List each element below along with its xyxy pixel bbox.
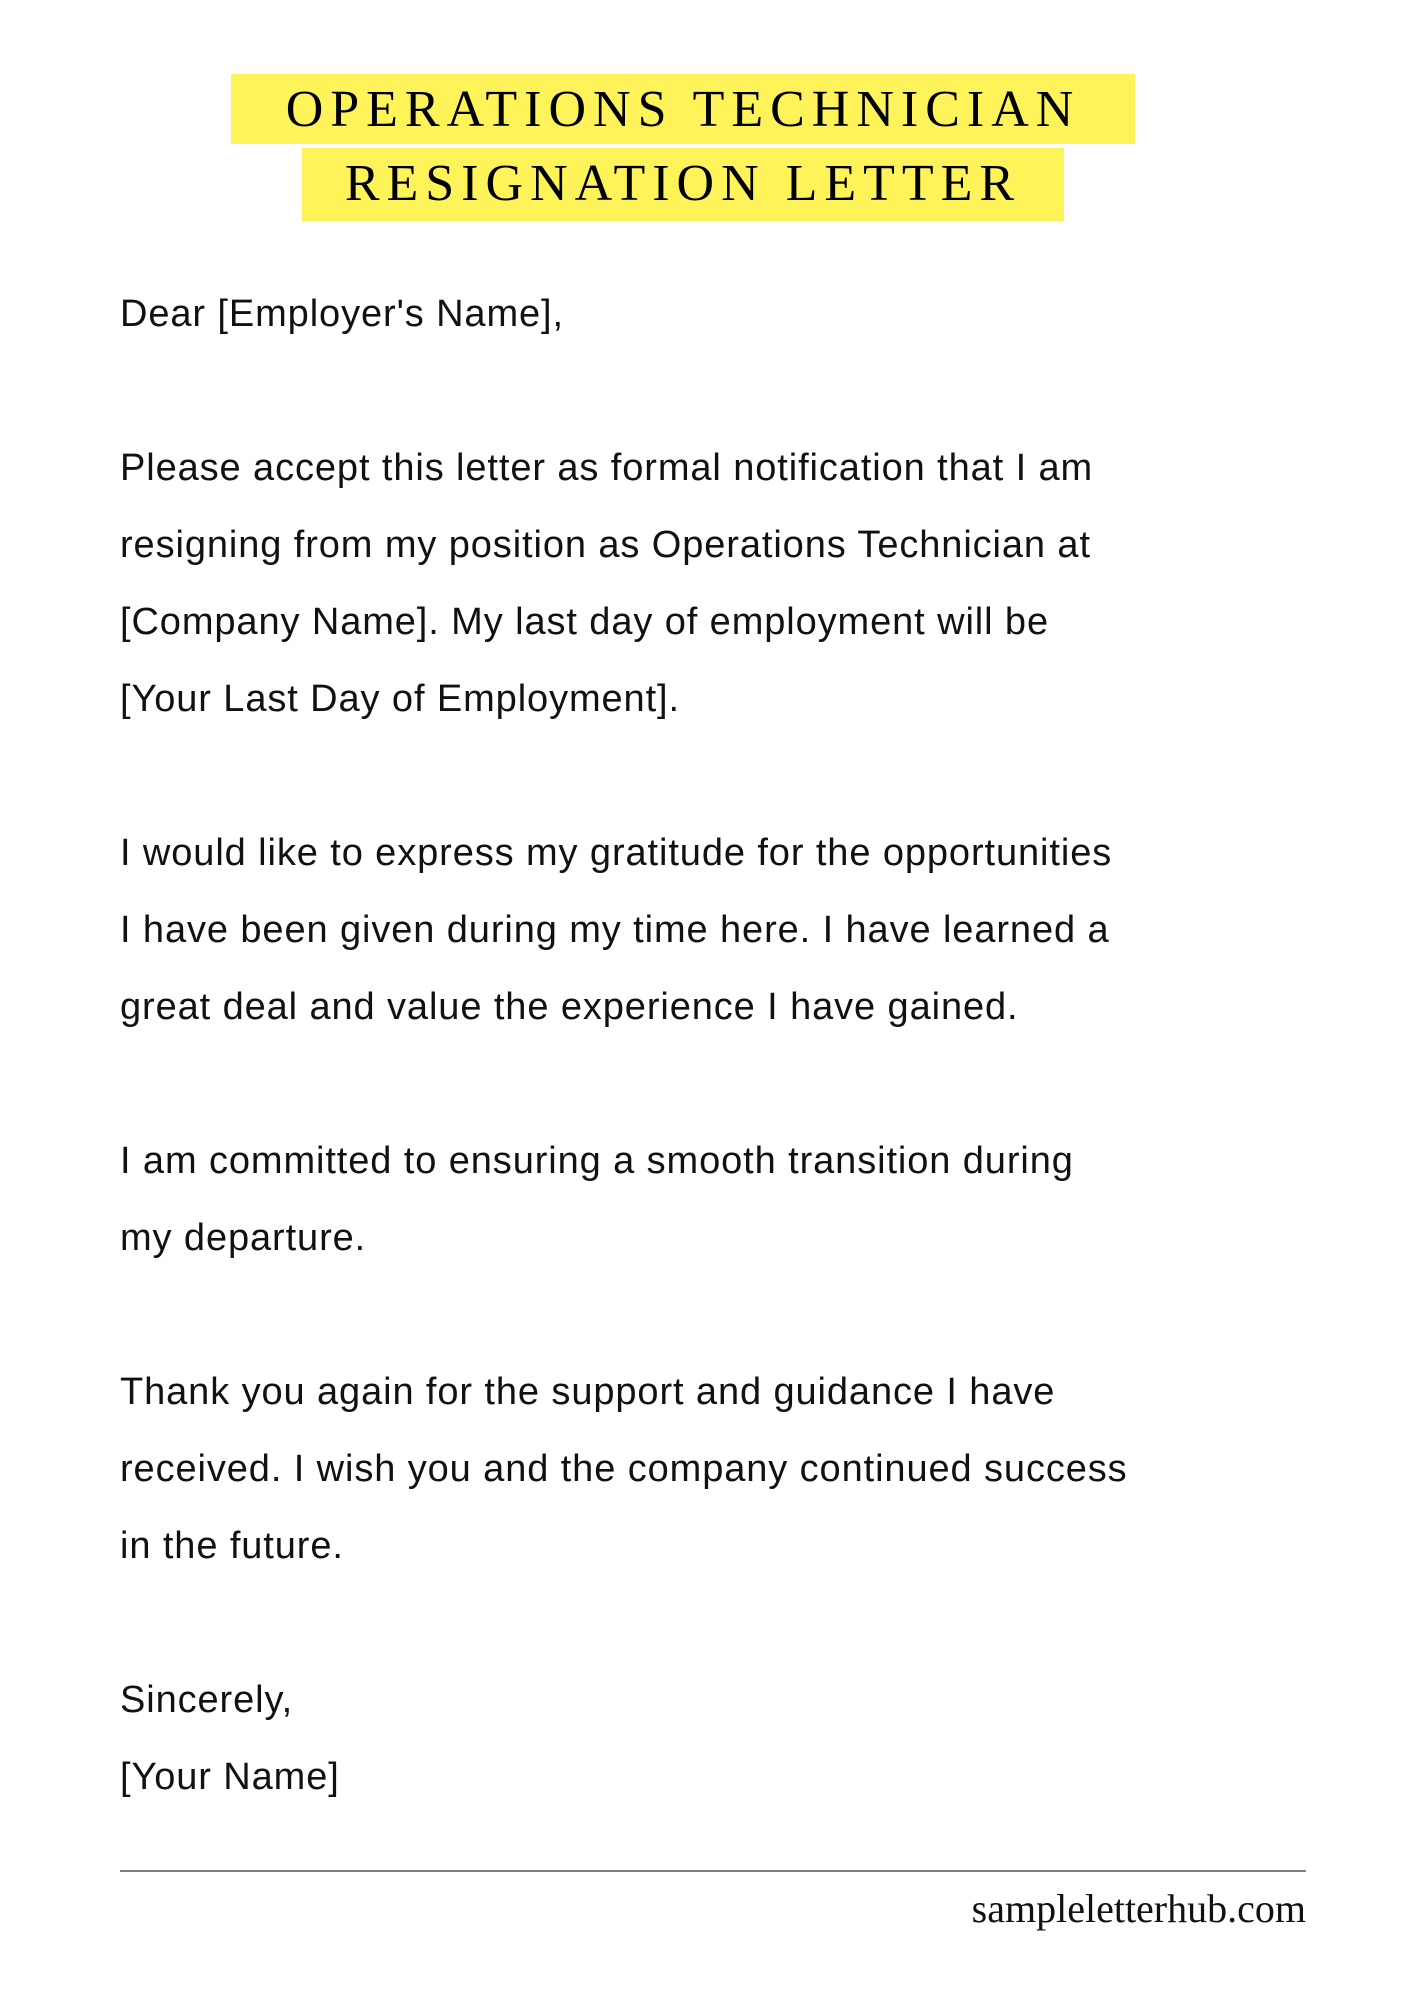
- letter-body: [120, 276, 1128, 1816]
- closing: Sincerely,: [120, 1679, 294, 1721]
- text-line: Please accept this letter as formal notification that I am: [120, 447, 1094, 489]
- salutation: Dear [Employer's Name],: [120, 293, 564, 335]
- paragraph-1: [120, 430, 1128, 738]
- text-line: in the future.: [120, 1525, 344, 1567]
- title-line-1: OPERATIONS TECHNICIAN: [231, 74, 1135, 144]
- signature: [Your Name]: [120, 1756, 340, 1798]
- paragraph-4: [120, 1354, 1128, 1585]
- paragraph-3: [120, 1123, 1128, 1277]
- text-line: I am committed to ensuring a smooth transition during: [120, 1140, 1074, 1182]
- text-line: my departure.: [120, 1217, 367, 1259]
- paragraph-2: [120, 815, 1128, 1046]
- text-line: I would like to express my gratitude for the opportunities: [120, 832, 1113, 874]
- footer-site: sampleletterhub.com: [971, 1886, 1306, 1931]
- text-line: received. I wish you and the company continued success: [120, 1448, 1128, 1490]
- text-line: [Your Last Day of Employment].: [120, 678, 680, 720]
- text-line: [Company Name]. My last day of employment will be: [120, 601, 1049, 643]
- title-line-2: RESIGNATION LETTER: [302, 148, 1064, 221]
- text-line: Thank you again for the support and guidance I have: [120, 1371, 1056, 1413]
- text-line: I have been given during my time here. I have learned a: [120, 909, 1110, 951]
- footer-divider: [120, 1870, 1306, 1872]
- text-line: great deal and value the experience I have gained.: [120, 986, 1019, 1028]
- text-line: resigning from my position as Operations Technician at: [120, 524, 1091, 566]
